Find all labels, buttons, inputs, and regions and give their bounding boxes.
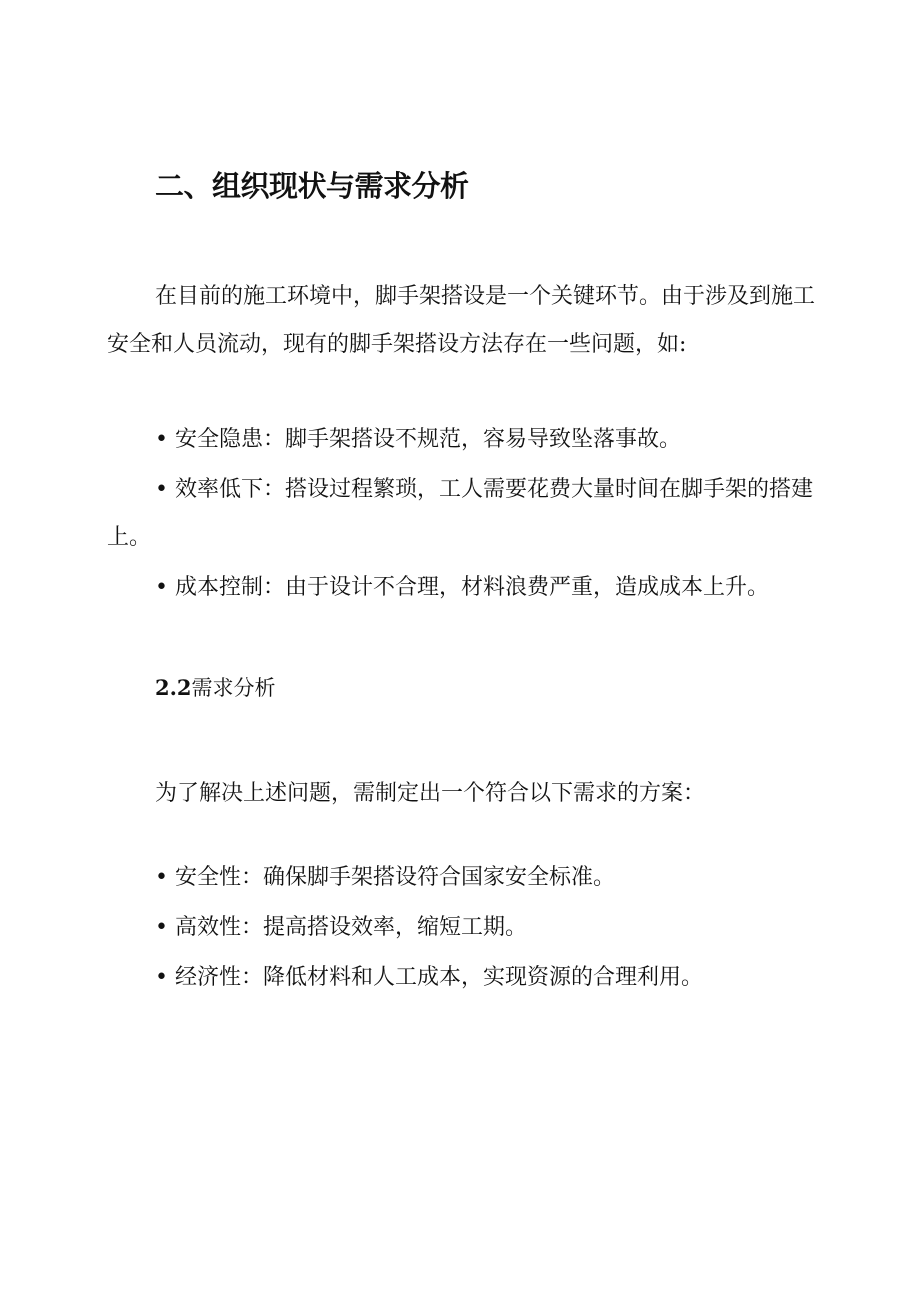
list-item-text: 成本控制：由于设计不合理，材料浪费严重，造成成本上升。 [175, 575, 770, 600]
bullet-dot-icon: • [155, 915, 168, 940]
requirement-list [107, 854, 823, 1004]
requirements-intro-paragraph: 为了解决上述问题，需制定出一个符合以下需求的方案： [155, 781, 706, 806]
problem-list [107, 416, 823, 614]
list-item [107, 564, 823, 612]
bullet-dot-icon: • [155, 477, 168, 502]
section-heading: 二、组织现状与需求分析 [155, 169, 469, 203]
list-item-text: 安全性：确保脚手架搭设符合国家安全标准。 [175, 865, 616, 890]
intro-paragraph: 在目前的施工环境中，脚手架搭设是一个关键环节。由于涉及到施工安全和人员流动，现有的脚手架搭设方法存在一些问题，如: [107, 284, 816, 357]
list-item-text: 高效性：提高搭设效率，缩短工期。 [175, 915, 528, 940]
list-item [107, 416, 823, 464]
subsection-heading [155, 666, 276, 710]
list-item-text: 安全隐患：脚手架搭设不规范，容易导致坠落事故。 [175, 427, 682, 452]
subsection-title: 需求分析 [191, 676, 276, 700]
list-item [107, 854, 823, 902]
bullet-dot-icon: • [155, 427, 168, 452]
list-item-text: 效率低下：搭设过程繁琐，工人需要花费大量时间在脚手架的搭建上。 [107, 477, 814, 550]
list-item-text: 经济性：降低材料和人工成本，实现资源的合理利用。 [175, 965, 704, 990]
list-item [107, 904, 823, 952]
bullet-dot-icon: • [155, 865, 168, 890]
list-item [107, 954, 823, 1002]
subsection-number: 2.2 [155, 675, 192, 700]
bullet-dot-icon: • [155, 575, 168, 600]
bullet-dot-icon: • [155, 965, 168, 990]
list-item [107, 466, 823, 562]
